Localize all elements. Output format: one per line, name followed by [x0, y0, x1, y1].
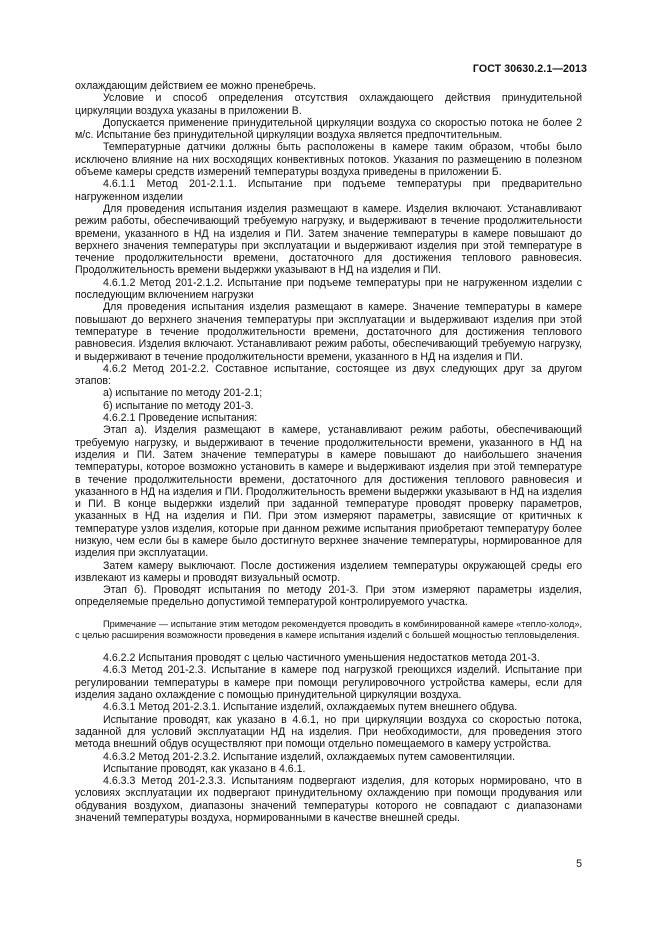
- paragraph: 4.6.2.2 Испытания проводят с целью частичного уменьшения недостатков метода 201-3.: [103, 652, 540, 665]
- paragraph: Этап б). Проводят испытания по методу 201-3. При этом измеряют параметры изделия, определяемые предельно допустимой температурой контролируемого участка.: [75, 584, 582, 609]
- section-heading: 4.6.3.2 Метод 201-2.3.2. Испытание изделий, охлаждаемых путем самовентиляции.: [103, 750, 516, 763]
- paragraph: 4.6.3.3 Метод 201-2.3.3. Испытаниям подвергают изделия, для которых нормировано, что в условиях эксплуатации их подвергают принудительному охлаждению при помощи продувания или обдувания воздухом, диапазоны значений температуры которого не совпадают с диапазонами значений температуры воздуха, нормированными в качестве внешней среды.: [75, 775, 582, 825]
- document-body: [75, 80, 582, 824]
- list-item: б) испытание по методу 201-3.: [103, 399, 254, 412]
- document-header: ГОСТ 30630.2.1—2013: [472, 63, 587, 75]
- paragraph: Температурные датчики должны быть расположены в камере таким образом, чтобы было исключено влияние на них восходящих конвективных потоков. Указания по размещению в полезном объеме камеры средств измерений температуры воздуха приведены в приложении Б.: [75, 141, 582, 179]
- section-heading: 4.6.3 Метод 201-2.3. Испытание в камере под нагрузкой греющихся изделий. Испытание при регулировании температуры в камере при помощи регулировочного устройства камеры, если для изделия задано охлаждение с помощью принудительной циркуляции воздуха.: [75, 664, 582, 702]
- section-heading: 4.6.1.2 Метод 201-2.1.2. Испытание при подъеме температуры при не нагруженном изделии с последующим включением нагрузки: [75, 276, 582, 302]
- paragraph: Условие и способ определения отсутствия охлаждающего действия принудительной циркуляции воздуха указаны в приложении В.: [75, 92, 582, 117]
- section-heading: 4.6.2.1 Проведение испытания:: [103, 412, 258, 425]
- paragraph: Допускается применение принудительной циркуляции воздуха со скоростью потока не более 2 м/с. Испытание без принудительной циркуляции воздуха является предпочтительным.: [75, 116, 582, 142]
- page-number: 5: [576, 858, 582, 870]
- paragraph: охлаждающим действием ее можно пренебречь.: [75, 80, 317, 92]
- section-heading: 4.6.1.1 Метод 201-2.1.1. Испытание при подъеме температуры при предварительно нагруженном изделии: [75, 178, 582, 203]
- paragraph: Испытание проводят, как указано в 4.6.1, но при циркуляции воздуха со скоростью потока, заданной для условий эксплуатации НД на изделия. При необходимости, для проведения этого метода внешний обдув осуществляют при помощи отдельно помещаемого в камеру устройства.: [75, 713, 582, 751]
- paragraph: Для проведения испытания изделия размещают в камере. Значение температуры в камере повышают до верхнего значения температуры при эксплуатации и выдерживают изделия при этой температуре в течение продолжительности времени, достаточного для достижения теплового равновесия. Изделия включают. Устанавливают режим работы, обеспечивающий требуемую нагрузку, и выдерживают в течение продолжительности времени, указанного в НД на изделия и ПИ.: [75, 301, 582, 363]
- section-heading: 4.6.2 Метод 201-2.2. Составное испытание, состоящее из двух следующих друг за другом этапов:: [75, 362, 582, 388]
- paragraph: Испытание проводят, как указано в 4.6.1.: [103, 762, 306, 775]
- note: Примечание — испытание этим методом рекомендуется проводить в комбинированной камере «тепло-холод», с целью расширения возможности проведения в камере испытания изделий с большей мощностью тепловыделения.: [75, 618, 582, 640]
- paragraph: Этап а). Изделия размещают в камере, устанавливают режим работы, обеспечивающий требуемую нагрузку, и выдерживают в течение продолжительности времени, указанного в НД на изделия и ПИ. Затем значение температуры в камере повышают до наибольшего значения температуры, которое возможно установить в камере и выдерживают изделия при этой температуре в течение продолжительности времени, достаточного для достижения теплового равновесия и указанного в НД на изделия и ПИ. Продолжительность времени выдержки указывают в НД на изделия и ПИ. В конце выдержки изделий при заданной температуре проводят проверку параметров, указанных в НД на изделия и ПИ. При этом измеряют параметры, зависящие от критичных к температуре узлов изделия, которые при данном режиме испытания приобретают температуру более низкую, чем если бы в камере было достигнуто верхнее значение температуры, нормированное для изделия при эксплуатации.: [75, 424, 582, 560]
- paragraph: Затем камеру выключают. После достижения изделием температуры окружающей среды его извлекают из камеры и проводят визуальный осмотр.: [75, 559, 582, 584]
- list-item: а) испытание по методу 201-2.1;: [103, 387, 263, 400]
- paragraph: Для проведения испытания изделия размещают в камере. Изделия включают. Устанавливают режим работы, обеспечивающий требуемую нагрузку, и выдерживают в течение продолжительности времени, указанного в НД на изделия и ПИ. Затем значение температуры в камере повышают до верхнего значения температуры при эксплуатации и выдерживают изделия при этой температуре в течение продолжительности времени, достаточного для достижения теплового равновесия. Продолжительность времени выдержки указывают в НД на изделия и ПИ.: [75, 202, 582, 277]
- section-heading: 4.6.3.1 Метод 201-2.3.1. Испытание изделий, охлаждаемых путем внешнего обдува.: [103, 701, 518, 714]
